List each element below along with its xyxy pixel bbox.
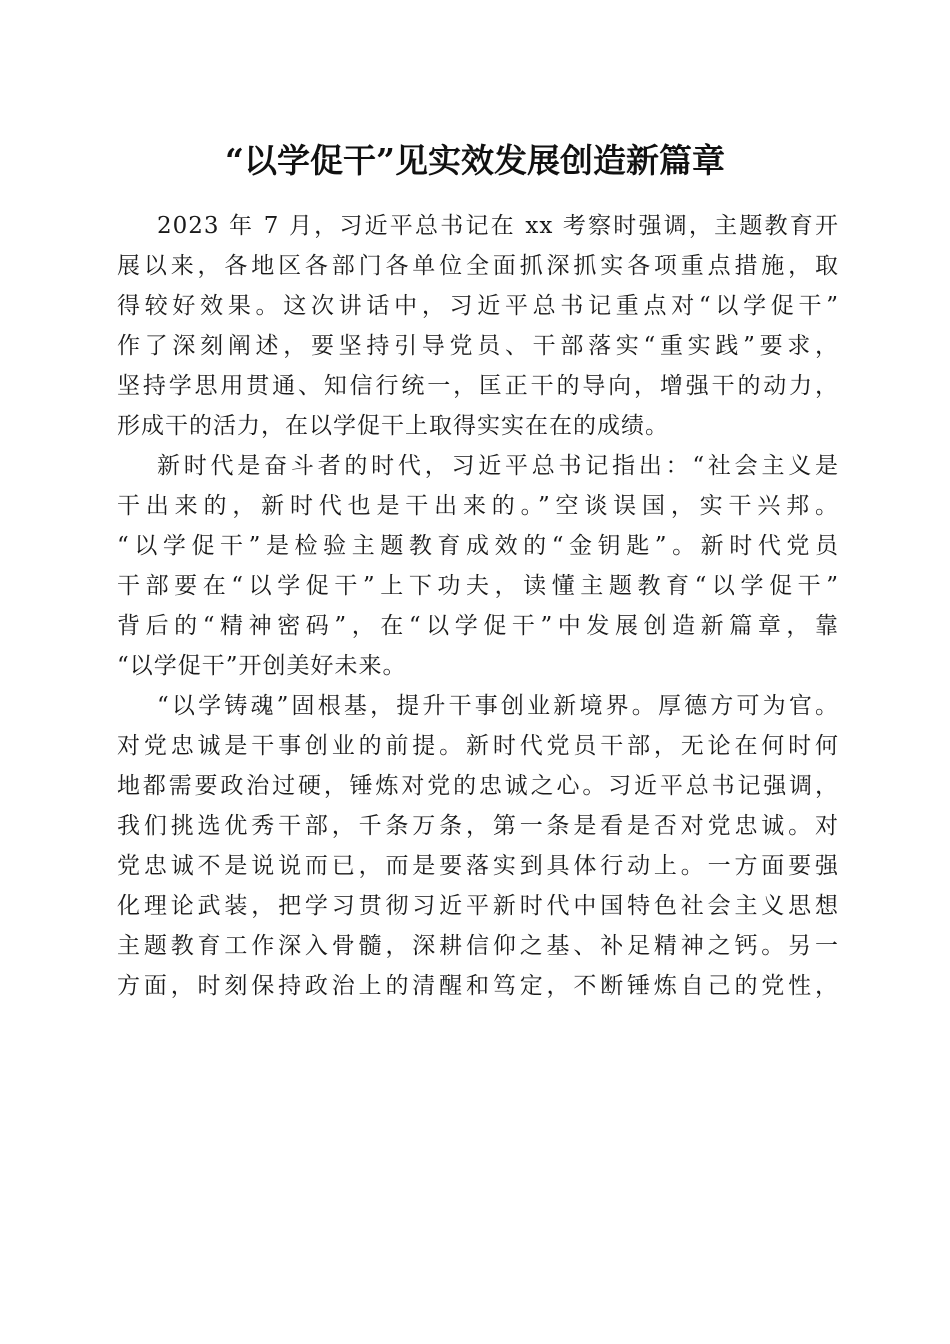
paragraph-line: 对党忠诚是干事创业的前提。新时代党员干部，无论在何时何 bbox=[117, 733, 839, 759]
paragraph-line: 新时代是奋斗者的时代，习近平总书记指出：“社会主义是 bbox=[157, 453, 839, 479]
paragraph-3 bbox=[117, 686, 839, 1006]
paragraph-line: “以学铸魂”固根基，提升干事创业新境界。厚德方可为官。 bbox=[157, 693, 839, 719]
paragraph-line: 方面，时刻保持政治上的清醒和笃定，不断锤炼自己的党性， bbox=[117, 973, 839, 999]
paragraph-line: 干部要在“以学促干”上下功夫，读懂主题教育“以学促干” bbox=[117, 573, 839, 599]
document-title: “以学促干”见实效发展创造新篇章 bbox=[225, 141, 725, 180]
paragraph-line: 得较好效果。这次讲话中，习近平总书记重点对“以学促干” bbox=[117, 293, 839, 319]
paragraph-line: 2023 年 7 月，习近平总书记在 xx 考察时强调，主题教育开 bbox=[157, 213, 839, 239]
paragraph-line: 坚持学思用贯通、知信行统一，匡正干的导向，增强干的动力， bbox=[117, 373, 839, 399]
paragraph-line: 主题教育工作深入骨髓，深耕信仰之基、补足精神之钙。另一 bbox=[117, 933, 839, 959]
paragraph-line: 形成干的活力，在以学促干上取得实实在在的成绩。 bbox=[117, 413, 669, 439]
paragraph-line: 地都需要政治过硬，锤炼对党的忠诚之心。习近平总书记强调， bbox=[117, 773, 839, 799]
paragraph-line: 化理论武装，把学习贯彻习近平新时代中国特色社会主义思想 bbox=[117, 893, 839, 919]
paragraph-line: 干出来的，新时代也是干出来的。”空谈误国，实干兴邦。 bbox=[117, 493, 839, 519]
paragraph-line: “以学促干”开创美好未来。 bbox=[117, 653, 407, 679]
document-body bbox=[117, 206, 839, 1006]
paragraph-2 bbox=[117, 446, 839, 686]
paragraph-line: 我们挑选优秀干部，千条万条，第一条是看是否对党忠诚。对 bbox=[117, 813, 839, 839]
paragraph-line: 展以来，各地区各部门各单位全面抓深抓实各项重点措施，取 bbox=[117, 253, 839, 279]
paragraph-line: 作了深刻阐述，要坚持引导党员、干部落实“重实践”要求， bbox=[117, 333, 839, 359]
paragraph-line: “以学促干”是检验主题教育成效的“金钥匙”。新时代党员 bbox=[117, 533, 839, 559]
paragraph-line: 背后的“精神密码”，在“以学促干”中发展创造新篇章，靠 bbox=[117, 613, 839, 639]
paragraph-line: 党忠诚不是说说而已，而是要落实到具体行动上。一方面要强 bbox=[117, 853, 839, 879]
paragraph-1 bbox=[117, 206, 839, 446]
